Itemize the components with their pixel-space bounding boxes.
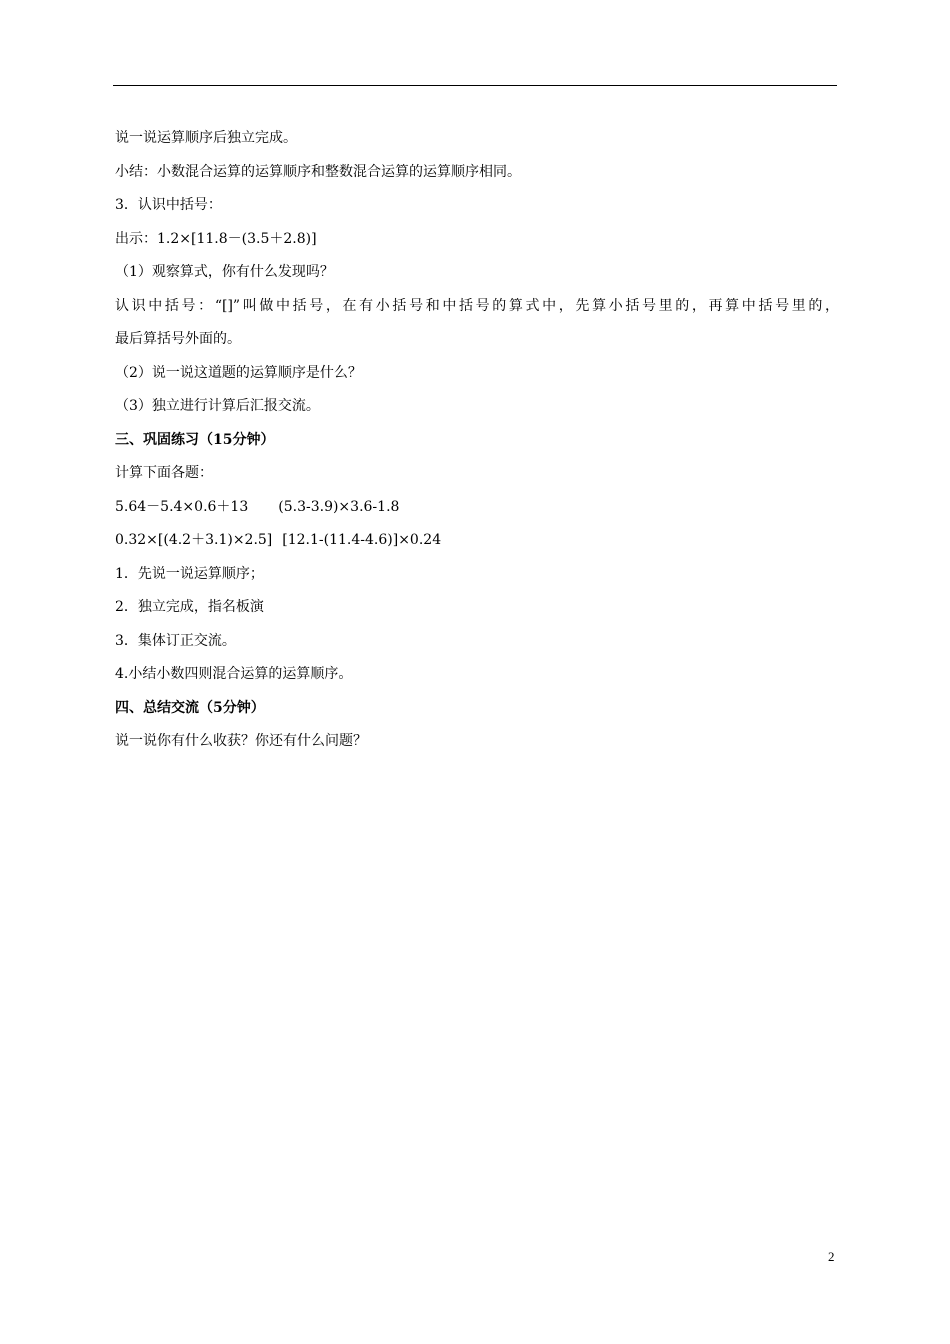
exercise-expression: 0.32×[(4.2＋3.1)×2.5]: [115, 532, 273, 548]
bracket-explanation: 认识中括号：“[]”叫做中括号，在有小括号和中括号的算式中，先算小括号里的，再算中括号里的，: [115, 297, 839, 314]
section-heading-summary: 四、总结交流（5分钟）: [115, 699, 265, 716]
paragraph: 说一说运算顺序后独立完成。: [115, 130, 297, 146]
question-2: （2）说一说这道题的运算顺序是什么？: [115, 364, 362, 381]
header-rule: [113, 85, 837, 86]
step-item: 2．独立完成，指名板演: [115, 599, 264, 615]
summary-paragraph: 小结：小数混合运算的运算顺序和整数混合运算的运算顺序相同。: [115, 163, 521, 180]
exercise-expression: (5.3-3.9)×3.6-1.8: [278, 498, 400, 515]
exercise-expression: 5.64－5.4×0.6＋13: [115, 498, 249, 515]
question-3: （3）独立进行计算后汇报交流。: [115, 398, 320, 414]
step-item: 4.小结小数四则混合运算的运算顺序。: [115, 666, 353, 682]
question-1: （1）观察算式，你有什么发现吗？: [115, 264, 334, 280]
document-body: [115, 122, 839, 759]
exercise-row: [115, 491, 839, 525]
exercise-row: [115, 524, 839, 558]
example-expression: 出示：1.2×[11.8－(3.5＋2.8)]: [115, 230, 317, 247]
step-item: 3．集体订正交流。: [115, 632, 236, 649]
bracket-explanation-cont: 最后算括号外面的。: [115, 331, 241, 347]
page-number: 2: [828, 1249, 835, 1264]
practice-intro: 计算下面各题：: [115, 465, 213, 481]
summary-question: 说一说你有什么收获？你还有什么问题？: [115, 733, 367, 749]
step-item: 1．先说一说运算顺序；: [115, 565, 264, 582]
section-heading-practice: 三、巩固练习（15分钟）: [115, 431, 275, 448]
exercise-expression: [12.1-(11.4-4.6)]×0.24: [282, 532, 442, 548]
subheading-brackets: 3．认识中括号：: [115, 197, 222, 213]
